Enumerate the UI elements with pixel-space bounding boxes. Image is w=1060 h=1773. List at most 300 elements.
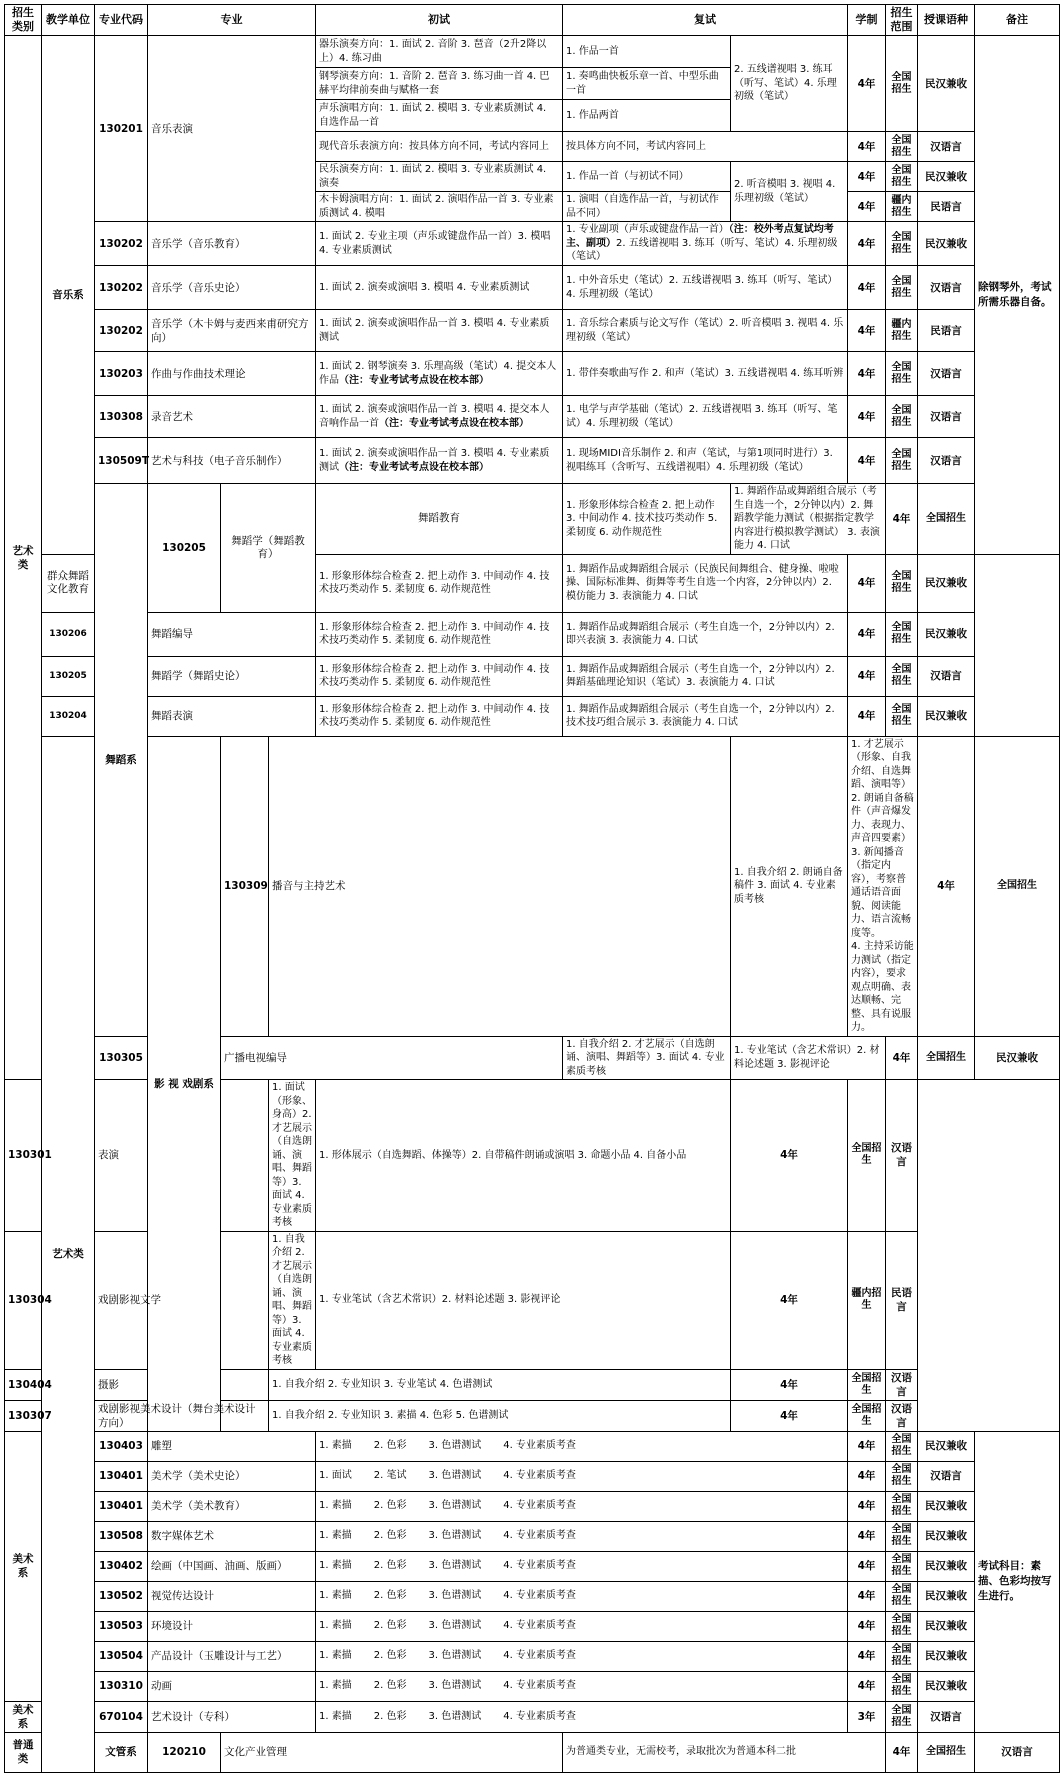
second-exam-cell: 1. 奏鸣曲快板乐章一首、中型乐曲一首	[563, 68, 731, 100]
range-cell: 全国招生	[886, 266, 918, 310]
second-exam-text: 2. 五线谱视唱 3. 练耳（听写、笔试）4. 乐理初级（笔试）	[566, 237, 838, 263]
exam-item: 3. 色谱测试	[428, 1590, 482, 1602]
major-cell: 动画	[148, 1671, 316, 1701]
exam-cell	[316, 1551, 848, 1581]
years-cell: 4年	[886, 1732, 918, 1772]
language-cell: 民汉兼收	[918, 1521, 975, 1551]
exam-item: 4. 专业素质考查	[503, 1620, 576, 1632]
second-exam-item: 2. 朗诵自备稿件（声音爆发力、表现力、声音四要素）	[851, 792, 914, 844]
range-cell: 全国招生	[886, 696, 918, 736]
code-cell: 130203	[95, 352, 148, 396]
table-row	[5, 1521, 1060, 1551]
exam-item: 1. 素描	[319, 1590, 352, 1602]
language-cell: 民汉兼收	[918, 696, 975, 736]
exam-item: 1. 素描	[319, 1440, 352, 1452]
code-cell: 130301	[5, 1080, 42, 1232]
first-exam-cell	[316, 352, 563, 396]
exam-item: 1. 素描	[319, 1500, 352, 1512]
exam-item: 3. 色谱测试	[428, 1530, 482, 1542]
range-cell: 疆内招生	[886, 192, 918, 222]
first-exam-cell: 木卡姆演唱方向：1. 面试 2. 演唱作品一首 3. 专业素质测试 4. 模唱	[316, 192, 563, 222]
first-exam-cell: 1. 形象形体综合检查 2. 把上动作 3. 中间动作 4. 技术技巧类动作 5. 柔韧度 6. 动作规范性	[316, 696, 563, 736]
exam-cell	[316, 1671, 848, 1701]
exam-item: 1. 素描	[319, 1620, 352, 1632]
code-cell: 130404	[5, 1369, 42, 1400]
language-cell: 汉语言	[918, 352, 975, 396]
dept-cell: 美术系	[5, 1431, 42, 1701]
range-cell: 全国招生	[886, 132, 918, 162]
second-exam-cell	[563, 222, 848, 266]
major-cell: 作曲与作曲技术理论	[148, 352, 316, 396]
table-row	[5, 612, 1060, 656]
language-cell: 民语言	[918, 192, 975, 222]
range-cell: 全国招生	[886, 1431, 918, 1461]
language-cell: 汉语言	[918, 1461, 975, 1491]
sub-major-cell: 群众舞蹈文化教育	[42, 554, 95, 612]
years-cell: 4年	[848, 222, 886, 266]
years-cell: 4年	[848, 1641, 886, 1671]
language-cell: 汉语言	[918, 1701, 975, 1732]
years-cell: 4年	[848, 1491, 886, 1521]
range-cell: 全国招生	[848, 1400, 886, 1431]
language-cell: 民汉兼收	[975, 1036, 1060, 1080]
first-exam-cell: 1. 面试 2. 专业主项（声乐或键盘作品一首）3. 模唱 4. 专业素质测试	[316, 222, 563, 266]
language-cell: 民汉兼收	[918, 1671, 975, 1701]
range-cell: 全国招生	[886, 656, 918, 696]
years-cell: 4年	[731, 1231, 848, 1369]
code-cell: 130504	[95, 1641, 148, 1671]
second-exam-cell: 1. 演唱（自选作品一首，与初试作品不同）	[563, 192, 731, 222]
years-cell: 4年	[848, 36, 886, 132]
code-cell: 130205	[148, 484, 221, 613]
range-cell: 全国招生	[848, 1080, 886, 1232]
first-exam-cell: 1. 形象形体综合检查 2. 把上动作 3. 中间动作 4. 技术技巧类动作 5. 柔韧度 6. 动作规范性	[316, 656, 563, 696]
exam-item: 2. 色彩	[373, 1500, 407, 1512]
header-dept: 教学单位	[42, 5, 95, 36]
table-row	[5, 36, 1060, 68]
first-exam-cell: 1. 面试（形象、身高）2. 才艺展示（自选朗诵、演唱、舞蹈等）3. 面试 4. 专业素质考核	[269, 1080, 316, 1232]
major-cell: 摄影	[95, 1369, 269, 1400]
major-cell: 表演	[95, 1080, 269, 1232]
first-exam-cell: 1. 面试 2. 演奏或演唱作品一首 3. 模唱 4. 专业素质测试	[316, 310, 563, 352]
range-cell: 全国招生	[886, 1551, 918, 1581]
table-row	[5, 396, 1060, 438]
first-exam-note: （注：专业考试考点设在校本部）	[339, 461, 489, 473]
second-exam-cell: 1. 形体展示（自选舞蹈、体操等）2. 自带稿件朗诵或演唱 3. 命题小品 4. 自备小品	[316, 1080, 731, 1232]
second-exam-item: 4. 主持采访能力测试（指定内容），要求观点明确、表达顺畅、完整、具有说服力。	[851, 941, 914, 1033]
major-cell: 美术学（美术史论）	[148, 1461, 316, 1491]
table-row	[5, 1611, 1060, 1641]
header-range: 招生范围	[886, 5, 918, 36]
years-cell: 4年	[848, 696, 886, 736]
header-major: 专业	[148, 5, 316, 36]
exam-item: 4. 专业素质考查	[503, 1650, 576, 1662]
years-cell: 4年	[848, 1551, 886, 1581]
range-cell: 全国招生	[848, 1369, 886, 1400]
major-cell: 音乐学（音乐史论）	[148, 266, 316, 310]
second-exam-cell: 1. 舞蹈作品或舞蹈组合展示（考生自选一个，2分钟以内）2. 技术技巧组合展示 3. 表演能力 4. 口试	[563, 696, 848, 736]
years-cell: 4年	[848, 192, 886, 222]
table-row	[5, 1369, 1060, 1400]
language-cell: 民语言	[886, 1231, 918, 1369]
first-exam-text: 1. 面试 2. 演奏或演唱作品一首 3. 模唱 4. 提交本人音响作品一首	[319, 404, 550, 429]
exam-cell	[316, 1581, 848, 1611]
range-cell: 全国招生	[886, 612, 918, 656]
table-row	[5, 1400, 1060, 1431]
first-exam-cell: 1. 形象形体综合检查 2. 把上动作 3. 中间动作 4. 技术技巧类动作 5. 柔韧度 6. 动作规范性	[316, 612, 563, 656]
dept-cell: 舞蹈系	[95, 484, 148, 1037]
exam-item: 3. 色谱测试	[428, 1470, 482, 1482]
second-exam-cell: 1. 电学与声学基础（笔试）2. 五线谱视唱 3. 练耳（听写、笔试）4. 乐理初级（笔试）	[563, 396, 848, 438]
exam-item: 2. 色彩	[373, 1560, 407, 1572]
first-exam-cell: 1. 面试 2. 演奏或演唱 3. 模唱 4. 专业素质测试	[316, 266, 563, 310]
code-cell: 130205	[42, 656, 95, 696]
major-cell: 戏剧影视文学	[95, 1231, 269, 1369]
table-row	[5, 310, 1060, 352]
second-exam-cell: 1. 作品一首	[563, 36, 731, 68]
exam-cell	[316, 1611, 848, 1641]
exam-cell: 为普通类专业，无需校考，录取批次为普通本科二批	[563, 1732, 886, 1772]
code-cell: 670104	[95, 1701, 148, 1732]
years-cell: 4年	[848, 656, 886, 696]
exam-item: 2. 色彩	[373, 1680, 407, 1692]
exam-cell	[316, 1491, 848, 1521]
years-cell: 4年	[848, 1611, 886, 1641]
major-cell: 播音与主持艺术	[269, 736, 731, 1036]
major-cell: 美术学（美术教育）	[148, 1491, 316, 1521]
header-second: 复试	[563, 5, 848, 36]
language-cell: 民语言	[918, 310, 975, 352]
table-row	[5, 484, 1060, 555]
exam-item: 3. 色谱测试	[428, 1440, 482, 1452]
range-cell: 全国招生	[918, 484, 975, 555]
table-row	[5, 1551, 1060, 1581]
exam-item: 4. 专业素质考查	[503, 1710, 576, 1722]
code-cell: 130202	[95, 310, 148, 352]
second-exam-item: 1. 才艺展示（形象、自我介绍、自选舞蹈、演唱等）	[851, 738, 911, 790]
first-exam-cell	[316, 438, 563, 484]
code-cell: 130307	[5, 1400, 42, 1431]
language-cell: 民汉兼收	[918, 1491, 975, 1521]
table-row	[5, 1701, 1060, 1732]
exam-item: 4. 专业素质考查	[503, 1500, 576, 1512]
exam-item: 2. 色彩	[373, 1440, 407, 1452]
table-row	[5, 1671, 1060, 1701]
years-cell: 4年	[848, 310, 886, 352]
second-exam-note: （注：校外考点复试均考主、副项）	[566, 224, 834, 249]
exam-cell	[316, 1431, 848, 1461]
second-exam-cell: 1. 专业笔试（含艺术常识）2. 材料论述题 3. 影视评论	[731, 1036, 886, 1080]
exam-item: 2. 色彩	[373, 1530, 407, 1542]
second-exam-cell: 1. 作品一首（与初试不同）	[563, 162, 731, 192]
table-row	[5, 736, 1060, 1036]
range-cell: 全国招生	[886, 1461, 918, 1491]
range-cell: 全国招生	[975, 736, 1060, 1036]
code-cell: 130206	[42, 612, 95, 656]
major-cell: 数字媒体艺术	[148, 1521, 316, 1551]
exam-item: 2. 色彩	[373, 1590, 407, 1602]
code-cell: 130509T	[95, 438, 148, 484]
language-cell: 民汉兼收	[918, 612, 975, 656]
language-cell: 民汉兼收	[918, 222, 975, 266]
exam-item: 3. 色谱测试	[428, 1620, 482, 1632]
major-cell: 产品设计（玉雕设计与工艺）	[148, 1641, 316, 1671]
major-cell: 文化产业管理	[221, 1732, 563, 1772]
major-cell: 艺术与科技（电子音乐制作）	[148, 438, 316, 484]
first-exam-cell: 1. 形象形体综合检查 2. 把上动作 3. 中间动作 4. 技术技巧类动作 5. 柔韧度 6. 动作规范性	[563, 484, 731, 555]
range-cell: 全国招生	[886, 438, 918, 484]
exam-item: 2. 色彩	[373, 1710, 407, 1722]
dept-cell: 文管系	[95, 1732, 148, 1772]
exam-item: 4. 专业素质考查	[503, 1560, 576, 1572]
major-cell: 雕塑	[148, 1431, 316, 1461]
table-row	[5, 222, 1060, 266]
range-cell: 全国招生	[886, 1581, 918, 1611]
range-cell: 全国招生	[886, 1701, 918, 1732]
second-exam-shared-cell: 2. 听音模唱 3. 视唱 4. 乐理初级（笔试）	[731, 162, 848, 222]
language-cell: 汉语言	[918, 132, 975, 162]
range-cell: 全国招生	[918, 1036, 975, 1080]
exam-item: 1. 素描	[319, 1530, 352, 1542]
major-cell: 广播电视编导	[221, 1036, 563, 1080]
language-cell: 民汉兼收	[918, 36, 975, 132]
exam-cell	[316, 1461, 848, 1491]
code-cell: 130201	[95, 36, 148, 222]
major-cell: 音乐学（木卡姆与麦西来甫研究方向）	[148, 310, 316, 352]
second-exam-cell: 1. 舞蹈作品或舞蹈组合展示（考生自选一个，2分钟以内）2. 即兴表演 3. 表演能力 4. 口试	[563, 612, 848, 656]
exam-item: 4. 专业素质考查	[503, 1590, 576, 1602]
years-cell: 4年	[848, 396, 886, 438]
first-exam-note: （注：专业考试考点设在校本部）	[339, 374, 489, 386]
sub-major-cell: 舞蹈教育	[316, 484, 563, 555]
second-exam-cell: 按具体方向不同，考试内容同上	[563, 132, 848, 162]
exam-cell: 1. 自我介绍 2. 专业知识 3. 专业笔试 4. 色谱测试	[269, 1369, 731, 1400]
exam-item: 3. 色谱测试	[428, 1680, 482, 1692]
range-cell: 全国招生	[886, 1521, 918, 1551]
range-cell: 全国招生	[886, 36, 918, 132]
range-cell: 全国招生	[886, 222, 918, 266]
language-cell: 民汉兼收	[918, 1641, 975, 1671]
years-cell: 4年	[848, 266, 886, 310]
first-exam-cell: 1. 形象形体综合检查 2. 把上动作 3. 中间动作 4. 技术技巧类动作 5. 柔韧度 6. 动作规范性	[316, 554, 563, 612]
years-cell: 4年	[848, 162, 886, 192]
years-cell: 4年	[848, 1461, 886, 1491]
years-cell: 4年	[886, 1036, 918, 1080]
exam-cell	[316, 1521, 848, 1551]
major-cell: 环境设计	[148, 1611, 316, 1641]
language-cell: 汉语言	[975, 1732, 1060, 1772]
range-cell: 全国招生	[886, 1611, 918, 1641]
header-language: 授课语种	[918, 5, 975, 36]
second-exam-cell: 1. 舞蹈作品或舞蹈组合展示（考生自选一个，2分钟以内）2. 舞蹈教学能力测试（根据指定教学内容进行模拟教学测试） 3. 表演能力 4. 口试	[731, 484, 886, 555]
major-cell: 录音艺术	[148, 396, 316, 438]
table-row	[5, 696, 1060, 736]
years-cell: 4年	[848, 1581, 886, 1611]
code-cell: 130304	[5, 1231, 42, 1369]
table-row	[5, 656, 1060, 696]
years-cell: 4年	[848, 132, 886, 162]
header-years: 学制	[848, 5, 886, 36]
years-cell: 4年	[918, 736, 975, 1036]
first-exam-cell: 1. 自我介绍 2. 朗诵自备稿件 3. 面试 4. 专业素质考核	[731, 736, 848, 1036]
header-note: 备注	[975, 5, 1060, 36]
second-exam-cell: 1. 中外音乐史（笔试）2. 五线谱视唱 3. 练耳（听写、笔试）4. 乐理初级（笔试）	[563, 266, 848, 310]
category-cell: 艺术类	[5, 36, 42, 1080]
exam-item: 3. 色谱测试	[428, 1500, 482, 1512]
second-exam-cell: 1. 舞蹈作品或舞蹈组合展示（民族民间舞组合、健身操、啦啦操、国际标准舞、街舞等考生自选一个内容，2分钟以内）2. 模仿能力 3. 表演能力 4. 口试	[563, 554, 848, 612]
code-cell: 130309	[221, 736, 269, 1036]
code-cell: 130204	[42, 696, 95, 736]
language-cell: 汉语言	[918, 396, 975, 438]
header-code: 专业代码	[95, 5, 148, 36]
first-exam-cell: 声乐演唱方向：1. 面试 2. 模唱 3. 专业素质测试 4. 自选作品一首	[316, 100, 563, 132]
language-cell: 汉语言	[886, 1369, 918, 1400]
second-exam-cell: 1. 专业笔试（含艺术常识）2. 材料论述题 3. 影视评论	[316, 1231, 731, 1369]
dept-cell: 影 视 戏剧系	[148, 736, 221, 1431]
code-cell: 130401	[95, 1461, 148, 1491]
table-row	[5, 1732, 1060, 1772]
years-cell: 4年	[848, 352, 886, 396]
range-cell: 疆内招生	[848, 1231, 886, 1369]
exam-item: 1. 素描	[319, 1560, 352, 1572]
code-cell: 130310	[95, 1671, 148, 1701]
major-cell: 绘画（中国画、油画、版画）	[148, 1551, 316, 1581]
range-cell: 全国招生	[886, 352, 918, 396]
major-cell: 视觉传达设计	[148, 1581, 316, 1611]
second-exam-text: 1. 专业副项（声乐或键盘作品一首）	[566, 224, 729, 236]
code-cell: 130403	[95, 1431, 148, 1461]
language-cell: 民汉兼收	[918, 1581, 975, 1611]
exam-item: 2. 色彩	[373, 1620, 407, 1632]
years-cell: 4年	[848, 1671, 886, 1701]
code-cell: 130401	[95, 1491, 148, 1521]
major-cell: 舞蹈学（舞蹈教育）	[221, 484, 316, 613]
exam-item: 4. 专业素质考查	[503, 1440, 576, 1452]
range-cell: 全国招生	[886, 1671, 918, 1701]
exam-item: 3. 色谱测试	[428, 1710, 482, 1722]
language-cell: 汉语言	[918, 266, 975, 310]
code-cell: 130308	[95, 396, 148, 438]
note-cell: 除钢琴外，考试所需乐器自备。	[975, 36, 1060, 555]
exam-item: 4. 专业素质考查	[503, 1680, 576, 1692]
major-cell: 音乐学（音乐教育）	[148, 222, 316, 266]
table-row	[5, 352, 1060, 396]
code-cell: 130305	[95, 1036, 148, 1080]
table-row	[5, 1080, 1060, 1232]
range-cell: 疆内招生	[886, 310, 918, 352]
dept-cell: 美术系	[5, 1701, 42, 1732]
major-cell: 艺术设计（专科）	[148, 1701, 316, 1732]
second-exam-cell: 1. 带伴奏歌曲写作 2. 和声（笔试）3. 五线谱视唱 4. 练耳听辨	[563, 352, 848, 396]
language-cell: 民汉兼收	[918, 1611, 975, 1641]
first-exam-text: 1. 面试 2. 演奏或演唱作品一首 3. 模唱 4. 专业素质测试	[319, 448, 550, 473]
header-category: 招生类别	[5, 5, 42, 36]
range-cell: 全国招生	[886, 1491, 918, 1521]
exam-cell: 1. 自我介绍 2. 专业知识 3. 素描 4. 色彩 5. 色谱测试	[269, 1400, 731, 1431]
major-cell: 舞蹈编导	[148, 612, 316, 656]
language-cell: 汉语言	[886, 1400, 918, 1431]
major-cell: 舞蹈学（舞蹈史论）	[148, 656, 316, 696]
exam-item: 2. 笔试	[373, 1470, 407, 1482]
language-cell: 民汉兼收	[918, 1431, 975, 1461]
second-exam-shared-cell: 2. 五线谱视唱 3. 练耳（听写、笔试）4. 乐理初级（笔试）	[731, 36, 848, 132]
major-cell: 戏剧影视美术设计（舞台美术设计方向）	[95, 1400, 269, 1431]
language-cell: 汉语言	[918, 656, 975, 696]
exam-item: 2. 色彩	[373, 1650, 407, 1662]
language-cell: 民汉兼收	[918, 1551, 975, 1581]
second-exam-cell: 1. 音乐综合素质与论文写作（笔试）2. 听音模唱 3. 视唱 4. 乐理初级（笔试）	[563, 310, 848, 352]
years-cell: 4年	[848, 612, 886, 656]
code-cell: 130202	[95, 266, 148, 310]
code-cell: 130508	[95, 1521, 148, 1551]
exam-cell	[316, 1641, 848, 1671]
category-cell: 艺术类	[42, 736, 95, 1772]
table-row	[5, 266, 1060, 310]
code-cell: 120210	[148, 1732, 221, 1772]
language-cell: 民汉兼收	[918, 554, 975, 612]
language-cell: 汉语言	[918, 438, 975, 484]
second-exam-cell	[848, 736, 918, 1036]
dept-cell: 音乐系	[42, 36, 95, 555]
category-cell: 普通类	[5, 1732, 42, 1772]
code-cell: 130202	[95, 222, 148, 266]
range-cell: 全国招生	[886, 162, 918, 192]
first-exam-cell: 1. 自我介绍 2. 才艺展示（自选朗诵、演唱、舞蹈等）3. 面试 4. 专业素质考核	[269, 1231, 316, 1369]
exam-item: 1. 素描	[319, 1680, 352, 1692]
range-cell: 全国招生	[918, 1732, 975, 1772]
second-exam-cell: 1. 现场MIDI音乐制作 2. 和声（笔试，与第1项同时进行）3. 视唱练耳（含听写、五线谱视唱）4. 乐理初级（笔试）	[563, 438, 848, 484]
first-exam-cell: 1. 自我介绍 2. 才艺展示（自选朗诵、演唱、舞蹈等）3. 面试 4. 专业素质考核	[563, 1036, 731, 1080]
table-row	[5, 1581, 1060, 1611]
language-cell: 民汉兼收	[918, 162, 975, 192]
admission-table-container	[4, 4, 1052, 1773]
note-cell: 考试科目：素描、色彩均按写生进行。	[975, 1431, 1060, 1732]
years-cell: 4年	[848, 1431, 886, 1461]
code-cell: 130502	[95, 1581, 148, 1611]
years-cell: 4年	[731, 1080, 848, 1232]
table-row	[5, 1461, 1060, 1491]
years-cell: 4年	[848, 438, 886, 484]
exam-item: 1. 面试	[319, 1470, 352, 1482]
first-exam-note: （注：专业考试考点设在校本部）	[379, 417, 529, 429]
years-cell: 4年	[848, 554, 886, 612]
exam-item: 4. 专业素质考查	[503, 1470, 576, 1482]
admission-table	[4, 4, 1060, 1773]
exam-item: 3. 色谱测试	[428, 1650, 482, 1662]
exam-item: 3. 色谱测试	[428, 1560, 482, 1572]
table-row	[5, 1491, 1060, 1521]
second-exam-item: 3. 新闻播音（指定内容），考察普通话语音面貌、阅读能力、语言流畅度等。	[851, 846, 911, 939]
first-exam-cell	[316, 396, 563, 438]
major-cell: 舞蹈表演	[148, 696, 316, 736]
table-row	[5, 1431, 1060, 1461]
first-exam-cell: 器乐演奏方向：1. 面试 2. 音阶 3. 琶音（2升2降以上）4. 练习曲	[316, 36, 563, 68]
range-cell: 全国招生	[886, 1641, 918, 1671]
exam-item: 1. 素描	[319, 1710, 352, 1722]
years-cell: 4年	[848, 1521, 886, 1551]
second-exam-cell: 1. 舞蹈作品或舞蹈组合展示（考生自选一个，2分钟以内）2. 舞蹈基础理论知识（笔试）3. 表演能力 4. 口试	[563, 656, 848, 696]
first-exam-cell: 现代音乐表演方向：按具体方向不同，考试内容同上	[316, 132, 563, 162]
code-cell: 130503	[95, 1611, 148, 1641]
table-row	[5, 1641, 1060, 1671]
first-exam-cell: 民乐演奏方向：1. 面试 2. 模唱 3. 专业素质测试 4. 演奏	[316, 162, 563, 192]
exam-item: 1. 素描	[319, 1650, 352, 1662]
range-cell: 全国招生	[886, 396, 918, 438]
code-cell: 130402	[95, 1551, 148, 1581]
second-exam-cell: 1. 作品两首	[563, 100, 731, 132]
table-row	[5, 438, 1060, 484]
first-exam-text: 1. 面试 2. 钢琴演奏 3. 乐理高级（笔试）4. 提交本人作品	[319, 361, 557, 386]
